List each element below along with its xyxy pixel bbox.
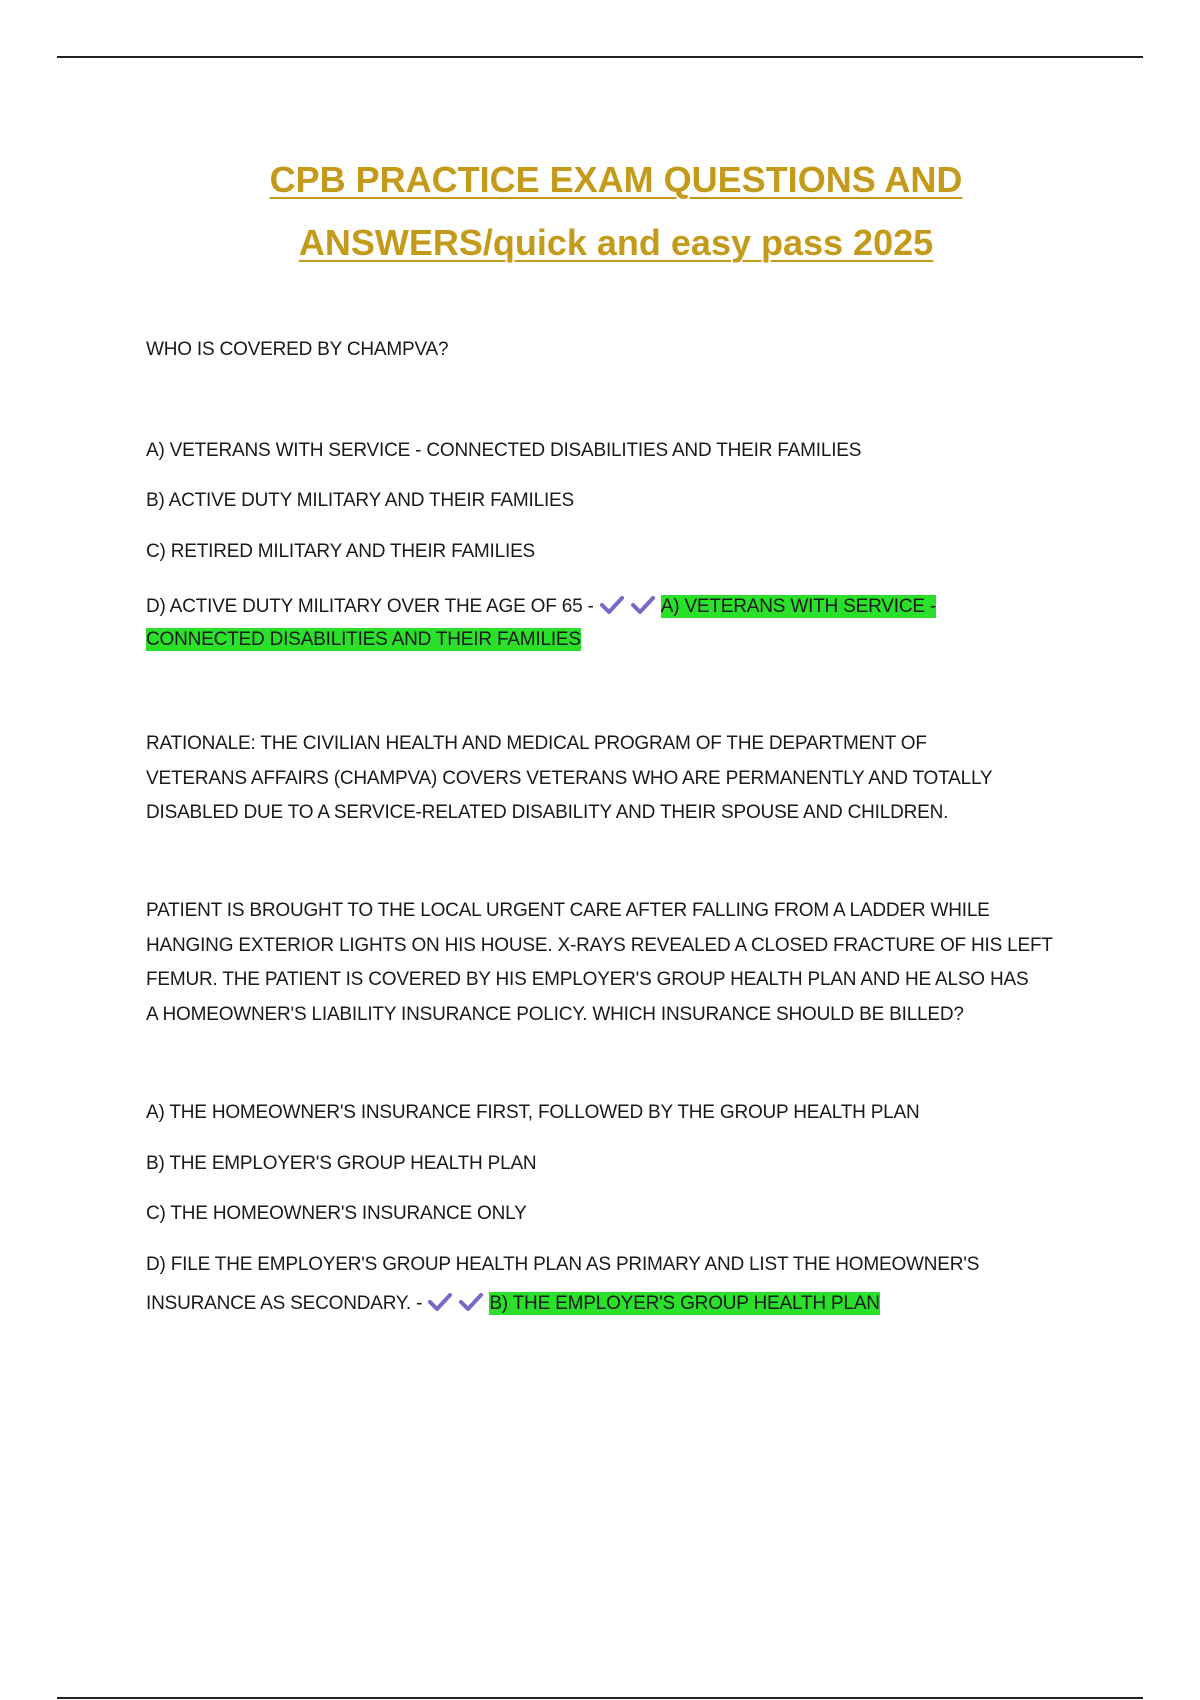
bottom-rule	[57, 1697, 1143, 1699]
q2-option-d-line-1: D) FILE THE EMPLOYER'S GROUP HEALTH PLAN AS PRIMARY AND LIST THE HOMEOWNER'S	[146, 1254, 980, 1275]
document-title	[0, 148, 1200, 274]
q1-option-b: B) ACTIVE DUTY MILITARY AND THEIR FAMILIES	[146, 490, 575, 511]
q2-option-a: A) THE HOMEOWNER'S INSURANCE FIRST, FOLLOWED BY THE GROUP HEALTH PLAN	[146, 1102, 920, 1123]
q2-option-b: B) THE EMPLOYER'S GROUP HEALTH PLAN	[146, 1153, 537, 1174]
q1-option-a: A) VETERANS WITH SERVICE - CONNECTED DISABILITIES AND THEIR FAMILIES	[146, 440, 862, 461]
q2-option-d-row	[146, 1292, 880, 1315]
top-rule	[57, 56, 1143, 58]
check-mark-icon	[427, 1292, 453, 1312]
question-line: HANGING EXTERIOR LIGHTS ON HIS HOUSE. X-RAYS REVEALED A CLOSED FRACTURE OF HIS LEFT	[146, 934, 1053, 956]
q1-answer-highlight-1: A) VETERANS WITH SERVICE -	[660, 596, 937, 617]
q1-option-d: D) ACTIVE DUTY MILITARY OVER THE AGE OF 65 -	[146, 596, 594, 617]
q1-option-d-row	[146, 595, 936, 618]
q1-answer-highlight-2: CONNECTED DISABILITIES AND THEIR FAMILIES	[146, 629, 581, 650]
q1-rationale	[146, 727, 1096, 831]
q2-option-d-line-2: INSURANCE AS SECONDARY. -	[146, 1293, 423, 1314]
q2-question	[146, 894, 1096, 1032]
rationale-line: VETERANS AFFAIRS (CHAMPVA) COVERS VETERANS WHO ARE PERMANENTLY AND TOTALLY	[146, 767, 993, 789]
title-line-1: CPB PRACTICE EXAM QUESTIONS AND	[269, 159, 963, 200]
question-line: A HOMEOWNER'S LIABILITY INSURANCE POLICY. WHICH INSURANCE SHOULD BE BILLED?	[146, 1003, 964, 1025]
check-mark-icon	[630, 595, 656, 615]
q1-answer-row-2	[146, 629, 581, 651]
rationale-line: RATIONALE: THE CIVILIAN HEALTH AND MEDICAL PROGRAM OF THE DEPARTMENT OF	[146, 733, 927, 754]
q2-answer-highlight: B) THE EMPLOYER'S GROUP HEALTH PLAN	[489, 1293, 880, 1314]
question-line: FEMUR. THE PATIENT IS COVERED BY HIS EMPLOYER'S GROUP HEALTH PLAN AND HE ALSO HAS	[146, 969, 1029, 990]
q1-option-c: C) RETIRED MILITARY AND THEIR FAMILIES	[146, 541, 536, 562]
question-line: PATIENT IS BROUGHT TO THE LOCAL URGENT CARE AFTER FALLING FROM A LADDER WHILE	[146, 900, 990, 921]
rationale-line: DISABLED DUE TO A SERVICE-RELATED DISABILITY AND THEIR SPOUSE AND CHILDREN.	[146, 802, 949, 823]
title-line-2: ANSWERS/quick and easy pass 2025	[298, 222, 934, 263]
q1-question: WHO IS COVERED BY CHAMPVA?	[146, 339, 449, 360]
check-mark-icon	[599, 595, 625, 615]
check-mark-icon	[458, 1292, 484, 1312]
q2-option-c: C) THE HOMEOWNER'S INSURANCE ONLY	[146, 1203, 527, 1224]
